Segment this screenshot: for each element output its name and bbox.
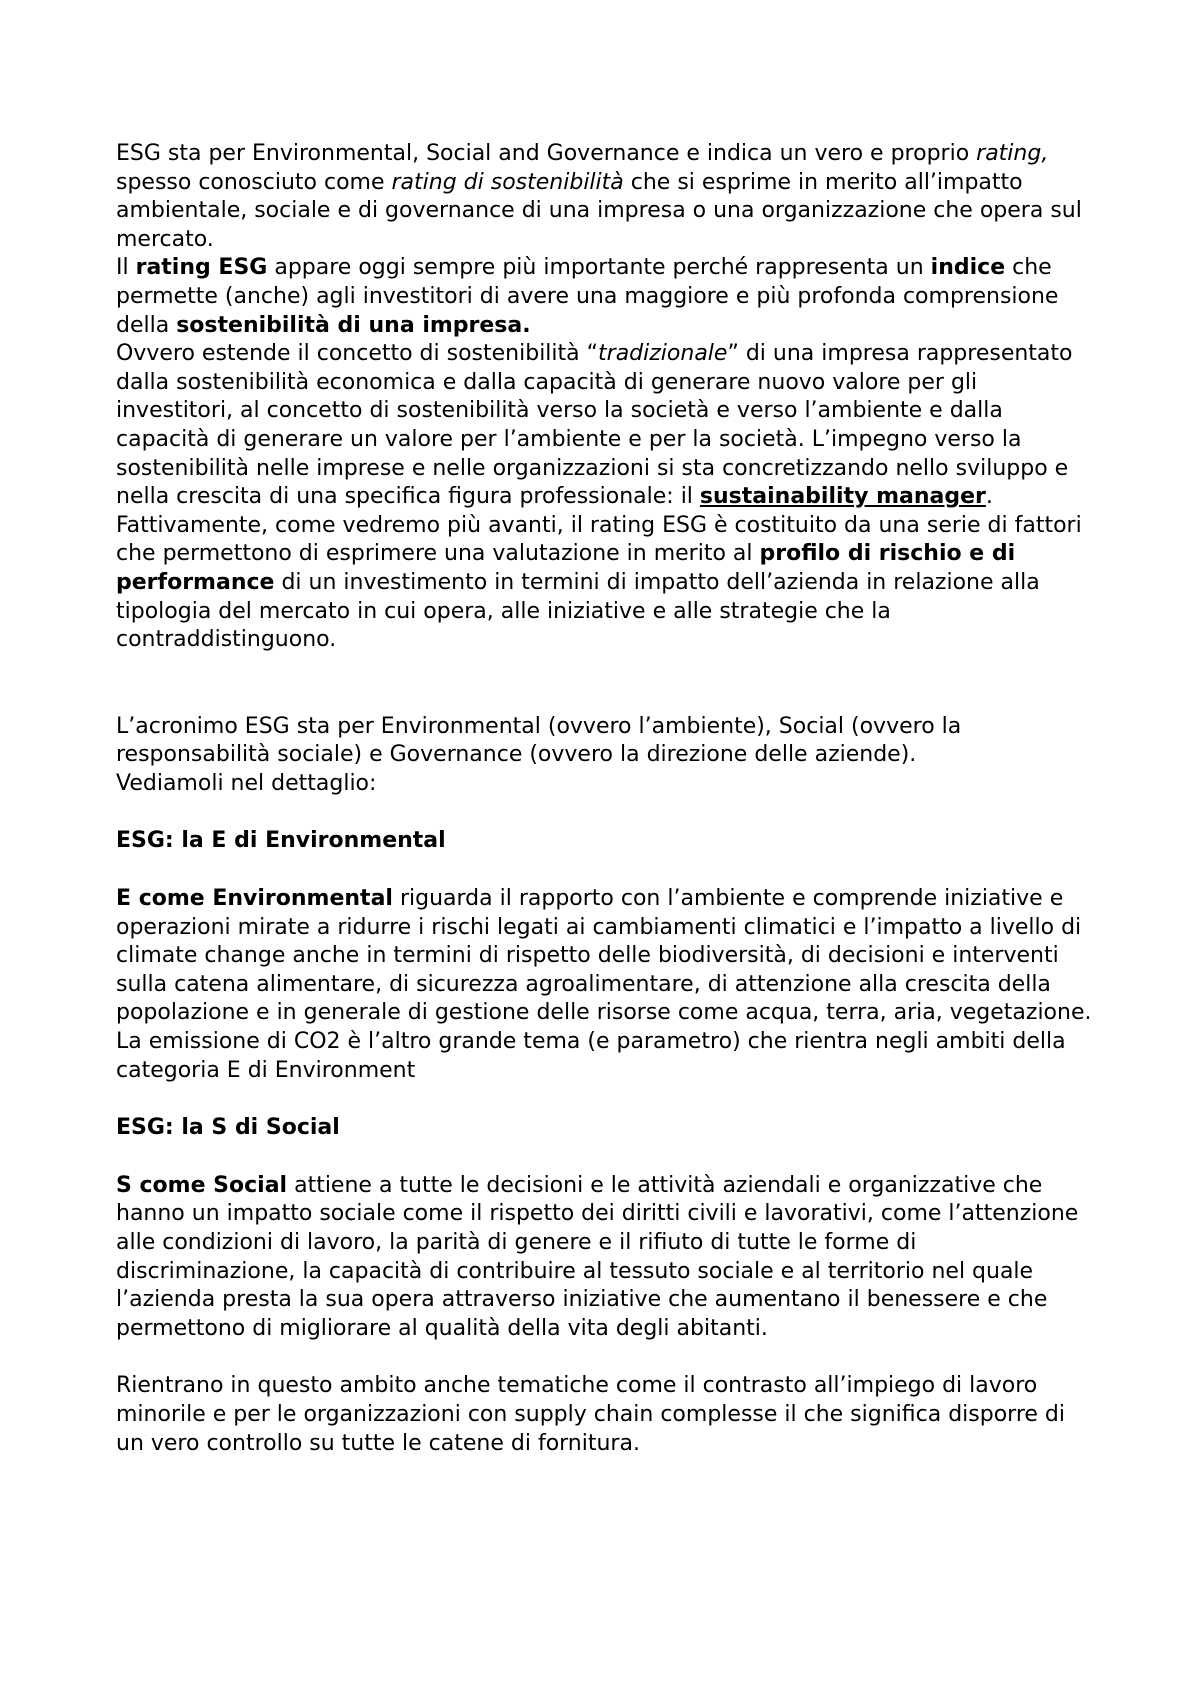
text-run: che permette (anche) agli investitori di avere una maggiore e più profonda comprensione della — [116, 255, 1059, 338]
sustainability-manager-link[interactable]: sustainability manager — [699, 484, 986, 510]
bold-term-indice: indice — [930, 255, 1006, 281]
acronym-lead-in: Vediamoli nel dettaglio: — [116, 770, 377, 796]
bold-lead-environmental: E come Environmental — [116, 886, 393, 912]
acronym-paragraph: L’acronimo ESG sta per Environmental (ovvero l’ambiente), Social (ovvero la responsabilità sociale) e Governance (ovvero la direzione delle aziende). — [116, 713, 962, 768]
social-paragraph-2: Rientrano in questo ambito anche tematiche come il contrasto all’impiego di lavoro minorile e per le organizzazioni con supply chain complesse il che significa disporre di un vero controllo su tutte le catene di fornitura. — [116, 1373, 1065, 1456]
bold-term-rating-esg: rating ESG — [135, 255, 268, 281]
intro-paragraph-2 — [116, 254, 1096, 340]
text-run: ” di una impresa rappresentato dalla sostenibilità economica e dalla capacità di generare nuovo valore per gli investitori, al concetto di sostenibilità verso la società e verso l’ambiente e dalla capacità di generare un valore per l’ambiente e per la società. L’impegno verso la sostenibilità nelle imprese e nelle organizzazioni si sta concretizzando nello sviluppo e nella crescita di una specifica figura professionale: il — [116, 341, 1073, 510]
section-heading-social — [116, 1114, 1096, 1143]
italic-term-tradizionale: tradizionale — [598, 341, 728, 367]
italic-term-rating: rating, — [976, 141, 1049, 166]
spacer — [116, 1085, 1096, 1114]
italic-term-rating-di-sostenibilita: rating di sostenibilità — [391, 169, 624, 195]
text-run: Il — [116, 255, 136, 281]
spacer — [116, 1343, 1096, 1372]
section-heading-environmental — [116, 827, 1096, 856]
spacer — [116, 655, 1096, 713]
spacer — [116, 1143, 1096, 1172]
intro-paragraph-4 — [116, 512, 1096, 655]
text-run: . — [985, 484, 993, 510]
text-run: appare oggi sempre più importante perché rappresenta un — [267, 255, 931, 281]
text-run: spesso conosciuto come — [116, 169, 392, 195]
text-run: Ovvero estende il concetto di sostenibilità “ — [116, 341, 599, 367]
document-page — [116, 140, 1096, 1458]
intro-paragraph-3 — [116, 340, 1096, 512]
intro-paragraph-1 — [116, 140, 1096, 254]
bold-term-sostenibilita: sostenibilità di una impresa. — [176, 312, 531, 338]
text-run: di un investimento in termini di impatto dell’azienda in relazione alla tipologia del mercato in cui opera, alle iniziative e alle strategie che la contraddistinguono. — [116, 569, 1040, 653]
text-run: che si esprime in merito all’impatto ambientale, sociale e di governance di una impresa o una organizzazione che opera sul mercato. — [116, 169, 1082, 252]
text-run: ESG sta per Environmental, Social and Governance e indica un vero e proprio — [116, 141, 977, 166]
bold-term-profilo-di-rischio: profilo di rischio e di performance — [116, 541, 1016, 595]
heading-text: ESG: la E di Environmental — [116, 828, 446, 854]
environmental-paragraph — [116, 885, 1096, 1085]
text-run: Fattivamente, come vedremo più avanti, il rating ESG è costituito da una serie di fattori che permettono di esprimere una valutazione in merito al — [116, 512, 1082, 567]
heading-text: ESG: la S di Social — [116, 1115, 340, 1141]
spacer — [116, 856, 1096, 885]
bold-lead-social: S come Social — [116, 1172, 288, 1198]
social-paragraph — [116, 1172, 1096, 1344]
spacer — [116, 798, 1096, 827]
text-run: riguarda il rapporto con l’ambiente e comprende iniziative e operazioni mirate a ridurre i rischi legati ai cambiamenti climatici e l’impatto a livello di climate change anche in termini di rispetto delle biodiversità, di decisioni e interventi sulla catena alimentare, di sicurezza agroalimentare, di attenzione alla crescita della popolazione e in generale di gestione delle risorse come acqua, terra, aria, vegetazione. La emissione di CO2 è l’altro grande tema (e parametro) che rientra negli ambiti della categoria E di Environment — [116, 886, 1092, 1083]
text-run: attiene a tutte le decisioni e le attività aziendali e organizzative che hanno un impatto sociale come il rispetto dei diritti civili e lavorativi, come l’attenzione alle condizioni di lavoro, la parità di genere e il rifiuto di tutte le forme di discriminazione, la capacità di contribuire al tessuto sociale e al territorio nel quale l’azienda presta la sua opera attraverso iniziative che aumentano il benessere e che permettono di migliorare al qualità della vita degli abitanti. — [116, 1172, 1079, 1341]
